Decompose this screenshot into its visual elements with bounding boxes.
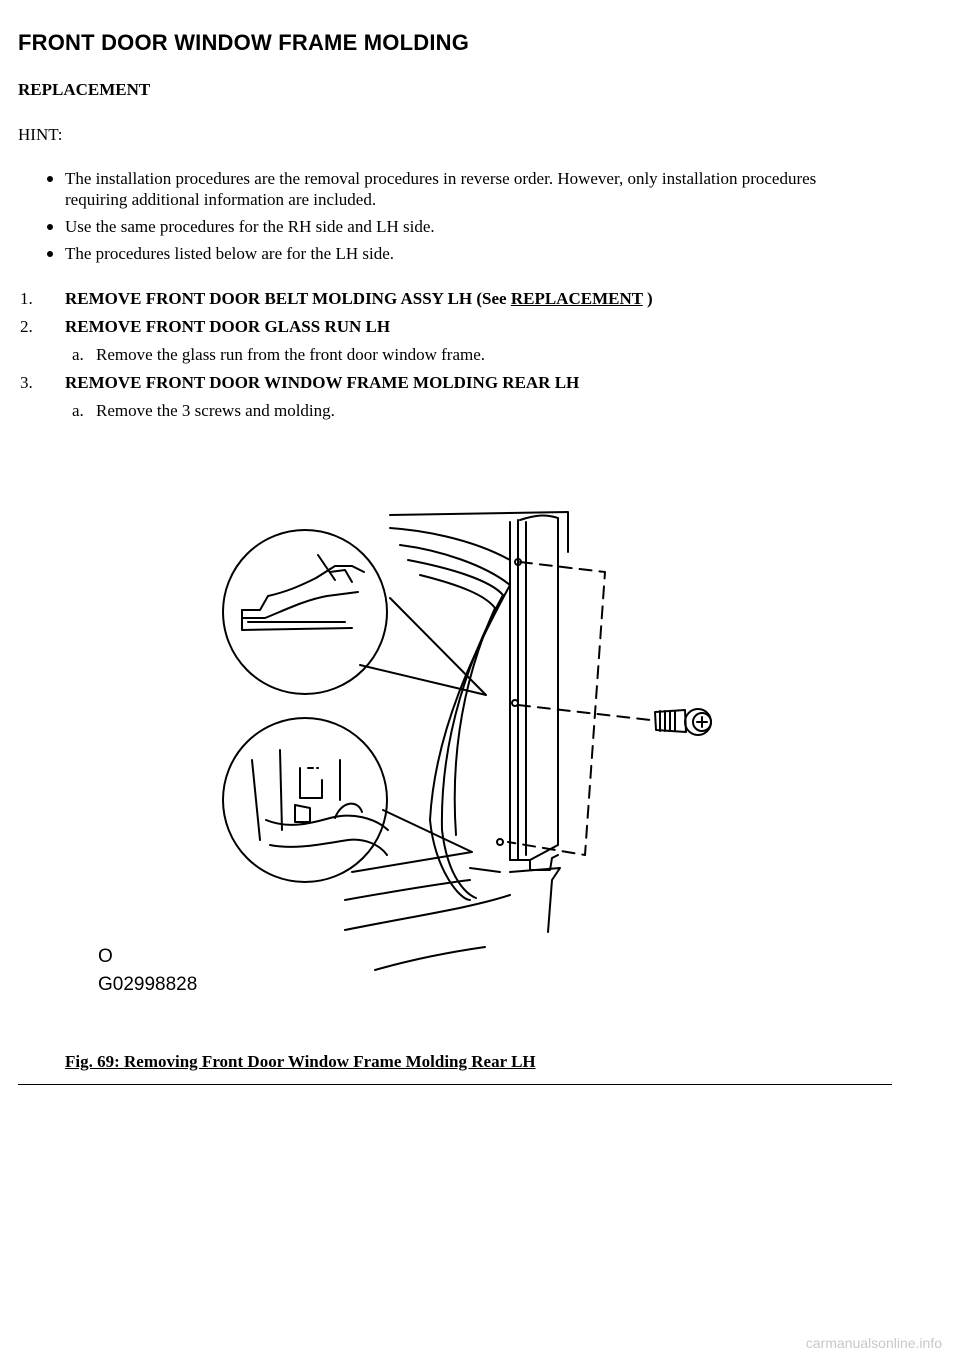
- step-number: 3.: [20, 373, 33, 392]
- dashed-alignment-lines: [508, 562, 650, 855]
- page-divider: [18, 1084, 892, 1085]
- procedure-steps: [20, 288, 900, 428]
- hint-list: [44, 168, 864, 270]
- step-1: [20, 288, 900, 310]
- step-title: REMOVE FRONT DOOR WINDOW FRAME MOLDING REAR LH: [65, 373, 580, 392]
- replacement-link[interactable]: REPLACEMENT: [510, 289, 643, 308]
- step-title-suffix: ): [642, 289, 653, 308]
- lower-detail-circle: [223, 718, 472, 882]
- section-heading: REPLACEMENT: [18, 80, 151, 99]
- hint-item: Use the same procedures for the RH side and LH side.: [44, 216, 864, 237]
- substep-letter: a.: [72, 345, 84, 364]
- step-2: [20, 316, 900, 338]
- substep-letter: a.: [72, 401, 84, 420]
- door-frame-drawing: [345, 512, 568, 970]
- screw-icon: [655, 709, 711, 735]
- figure-code: [98, 946, 197, 996]
- step-title: REMOVE FRONT DOOR GLASS RUN LH: [65, 317, 391, 336]
- step-number: 2.: [20, 317, 33, 336]
- step-2-substep-a: [20, 344, 900, 366]
- substep-text: Remove the glass run from the front door window frame.: [96, 345, 486, 364]
- hint-item: The procedures listed below are for the LH side.: [44, 243, 864, 264]
- screw-hole: [497, 839, 503, 845]
- figure-mark: O: [98, 946, 113, 967]
- hint-item: The installation procedures are the removal procedures in reverse order. However, only installation procedures requiring additional information are included.: [44, 168, 864, 210]
- figure-code-text: G02998828: [98, 974, 198, 995]
- hint-label: HINT:: [18, 125, 63, 144]
- step-3: [20, 372, 900, 394]
- molding-illustration: [90, 500, 770, 990]
- page-title: FRONT DOOR WINDOW FRAME MOLDING: [18, 30, 470, 55]
- substep-text: Remove the 3 screws and molding.: [96, 401, 335, 420]
- step-title: [65, 288, 653, 310]
- molding-removal-figure: [90, 500, 770, 995]
- step-number: 1.: [20, 289, 33, 308]
- figure-caption[interactable]: Fig. 69: Removing Front Door Window Frame Molding Rear LH: [65, 1052, 536, 1071]
- step-3-substep-a: [20, 400, 900, 422]
- site-watermark: carmanualsonline.info: [805, 1335, 942, 1351]
- step-title-prefix: REMOVE FRONT DOOR BELT MOLDING ASSY LH (See: [65, 289, 511, 308]
